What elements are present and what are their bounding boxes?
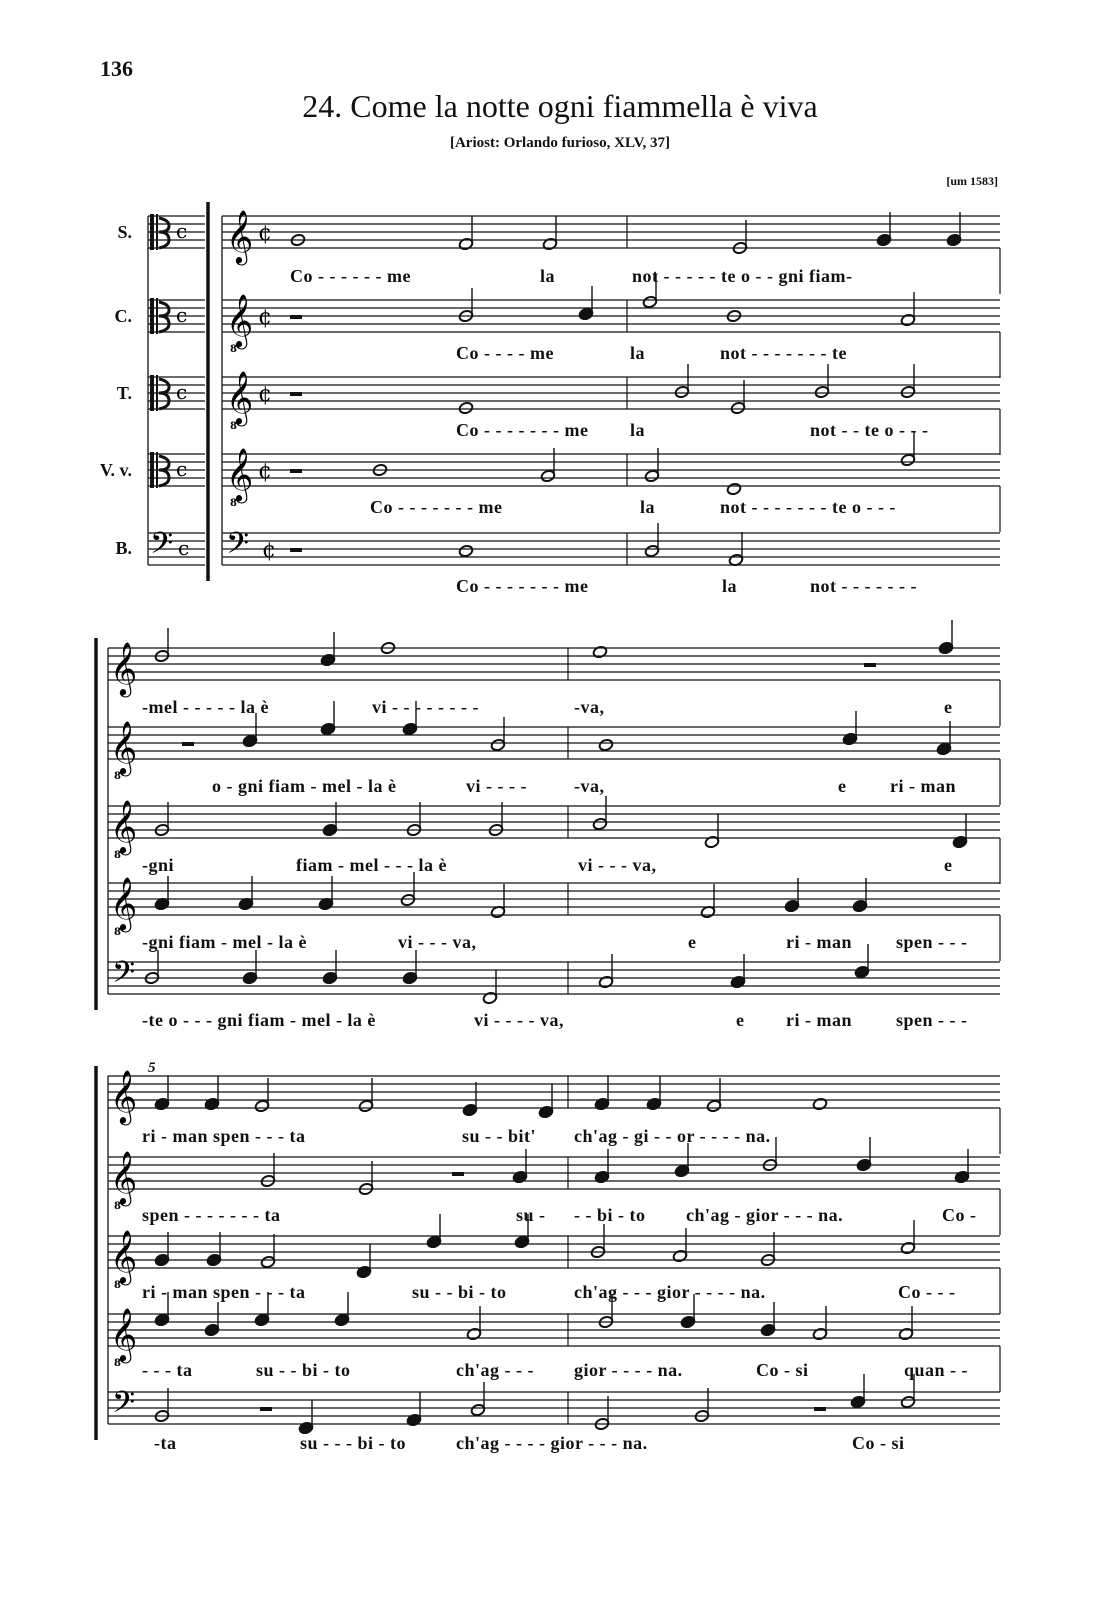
notehead — [598, 738, 613, 751]
lyric: -te o - - - gni fiam - mel - la è — [142, 1010, 376, 1030]
rest — [452, 1172, 464, 1176]
time-signature: ¢ — [258, 459, 272, 484]
lyric: Co - - - - me — [456, 343, 554, 363]
rest — [290, 315, 302, 319]
lyric: not - - - - - - - te o - - - — [720, 497, 896, 517]
octave-mark: 8 — [114, 1280, 121, 1291]
voice-label-contralto: C. — [114, 306, 132, 326]
voice-label-quinta-vox: V. v. — [99, 460, 132, 480]
octave-mark: 8 — [230, 344, 237, 355]
lyric: e — [944, 855, 953, 875]
bass-clef: 𝄢 — [150, 527, 174, 568]
page-number: 136 — [100, 56, 133, 81]
rest — [864, 663, 876, 667]
text-source: [Ariost: Orlando furioso, XLV, 37] — [449, 135, 670, 151]
lyric: vi - - - va, — [398, 932, 477, 952]
time-signature: c — [176, 380, 188, 404]
lyric: not - - - - - - - te — [720, 343, 847, 363]
lyric: -va, — [574, 697, 605, 717]
lyric: la — [630, 343, 646, 363]
lyric: e — [838, 776, 847, 796]
bass-clef: 𝄢 — [112, 1386, 136, 1427]
lyric: vi - - - - - - - - — [372, 697, 479, 717]
octave-mark: 8 — [114, 927, 121, 938]
lyric: e — [688, 932, 697, 952]
c-clef — [150, 214, 154, 250]
rest — [290, 548, 302, 552]
lyric: Co - - - - - - me — [290, 266, 411, 286]
treble-clef: 𝄞 — [110, 1307, 138, 1361]
lyric: vi - - - va, — [578, 855, 657, 875]
lyric: spen - - - — [896, 1010, 968, 1030]
lyric: -ta — [154, 1433, 177, 1453]
time-signature: c — [176, 219, 188, 243]
c-clef — [156, 298, 158, 334]
c-clef — [159, 302, 169, 332]
time-signature: ¢ — [262, 538, 276, 563]
lyric: spen - - - — [896, 932, 968, 952]
treble-clef: 𝄞 — [110, 799, 138, 853]
lyric: e — [736, 1010, 745, 1030]
time-signature: c — [178, 536, 190, 560]
lyric: Co - si — [756, 1360, 809, 1380]
lyric: la — [630, 420, 646, 440]
lyric: ri - man spen - - - ta — [142, 1126, 306, 1146]
time-signature: c — [176, 303, 188, 327]
time-signature: ¢ — [258, 382, 272, 407]
treble-clef: 𝄞 — [110, 876, 138, 930]
lyric: ri - man — [786, 932, 852, 952]
octave-mark: 8 — [230, 421, 237, 432]
lyric: -gni — [142, 855, 175, 875]
lyric: ch'ag - - - - gior - - - na. — [456, 1433, 648, 1453]
lyric: su - - bi - to — [412, 1282, 507, 1302]
octave-mark: 8 — [114, 771, 121, 782]
measure-number: 5 — [148, 1060, 156, 1076]
lyric: ch'ag - gi - - or - - - - na. — [574, 1126, 771, 1146]
lyric: quan - - — [904, 1360, 969, 1380]
bass-clef: 𝄢 — [226, 527, 250, 568]
c-clef — [156, 214, 158, 250]
notehead — [592, 645, 607, 658]
lyric: not - - - - - te o - - gni fiam- — [632, 266, 853, 286]
octave-mark: 8 — [114, 1358, 121, 1369]
lyric: su - - bi - to — [256, 1360, 351, 1380]
voice-label-tenor: T. — [116, 383, 132, 403]
lyric: ri - man — [890, 776, 956, 796]
date-note: [um 1583] — [946, 174, 998, 188]
treble-clef: 𝄞 — [226, 209, 254, 263]
lyric: ri - man spen - - - ta — [142, 1282, 306, 1302]
lyric: - - - ta — [142, 1360, 193, 1380]
time-signature: ¢ — [258, 221, 272, 246]
lyric: ch'ag - - - — [456, 1360, 534, 1380]
notehead — [458, 401, 473, 414]
c-clef — [159, 218, 169, 248]
bass-clef: 𝄢 — [112, 956, 136, 997]
lyric: not - - te o - - - — [810, 420, 929, 440]
lyric: -mel - - - - - la è — [142, 697, 269, 717]
treble-clef: 𝄞 — [110, 1069, 138, 1123]
lyric: o - gni fiam - mel - la è — [212, 776, 397, 796]
lyric: - - bi - to — [574, 1205, 646, 1225]
lyric: gior - - - - na. — [574, 1360, 683, 1380]
lyric: fiam - mel - - - la è — [296, 855, 447, 875]
notehead — [812, 1097, 827, 1110]
lyric: Co - - - — [898, 1282, 956, 1302]
lyric: not - - - - - - - — [810, 576, 917, 596]
piece-title: 24. Come la notte ogni fiammella è viva — [302, 88, 818, 124]
lyric: su - — [516, 1205, 546, 1225]
rest — [814, 1407, 826, 1411]
treble-clef: 𝄞 — [110, 1229, 138, 1283]
c-clef — [159, 379, 169, 409]
lyric: su - - bit' — [462, 1126, 537, 1146]
treble-clef: 𝄞 — [110, 1150, 138, 1204]
notehead — [726, 482, 741, 495]
lyric: su - - - bi - to — [300, 1433, 406, 1453]
treble-clef: 𝄞 — [226, 293, 254, 347]
time-signature: ¢ — [258, 305, 272, 330]
lyric: Co - - - - - - - me — [456, 576, 589, 596]
lyric: Co - - - - - - - me — [456, 420, 589, 440]
octave-mark: 8 — [114, 850, 121, 861]
time-signature: c — [176, 457, 188, 481]
c-clef — [159, 456, 169, 486]
lyric: -va, — [574, 776, 605, 796]
c-clef — [156, 375, 158, 411]
c-clef — [150, 452, 154, 488]
lyric: la — [540, 266, 556, 286]
lyric: la — [640, 497, 656, 517]
lyric: vi - - - - — [466, 776, 527, 796]
lyric: ch'ag - gior - - - na. — [686, 1205, 844, 1225]
c-clef — [150, 375, 154, 411]
lyric: Co - - - - - - - me — [370, 497, 503, 517]
treble-clef: 𝄞 — [226, 447, 254, 501]
octave-mark: 8 — [230, 498, 237, 509]
rest — [290, 392, 302, 396]
lyric: e — [944, 697, 953, 717]
c-clef — [150, 298, 154, 334]
voice-label-soprano: S. — [117, 222, 132, 242]
lyric: vi - - - - va, — [474, 1010, 564, 1030]
treble-clef: 𝄞 — [110, 720, 138, 774]
lyric: Co - — [942, 1205, 977, 1225]
notehead — [458, 544, 473, 557]
lyric: -gni fiam - mel - la è — [142, 932, 307, 952]
treble-clef: 𝄞 — [226, 370, 254, 424]
rest — [182, 742, 194, 746]
octave-mark: 8 — [114, 1201, 121, 1212]
lyric: Co - si — [852, 1433, 905, 1453]
lyric: ch'ag - - - gior - - - - na. — [574, 1282, 766, 1302]
rest — [290, 469, 302, 473]
lyric: ri - man — [786, 1010, 852, 1030]
lyric: spen - - - - - - - ta — [142, 1205, 281, 1225]
rest — [260, 1407, 272, 1411]
c-clef — [156, 452, 158, 488]
lyric: la — [722, 576, 738, 596]
treble-clef: 𝄞 — [110, 641, 138, 695]
voice-label-bass: B. — [115, 538, 132, 558]
